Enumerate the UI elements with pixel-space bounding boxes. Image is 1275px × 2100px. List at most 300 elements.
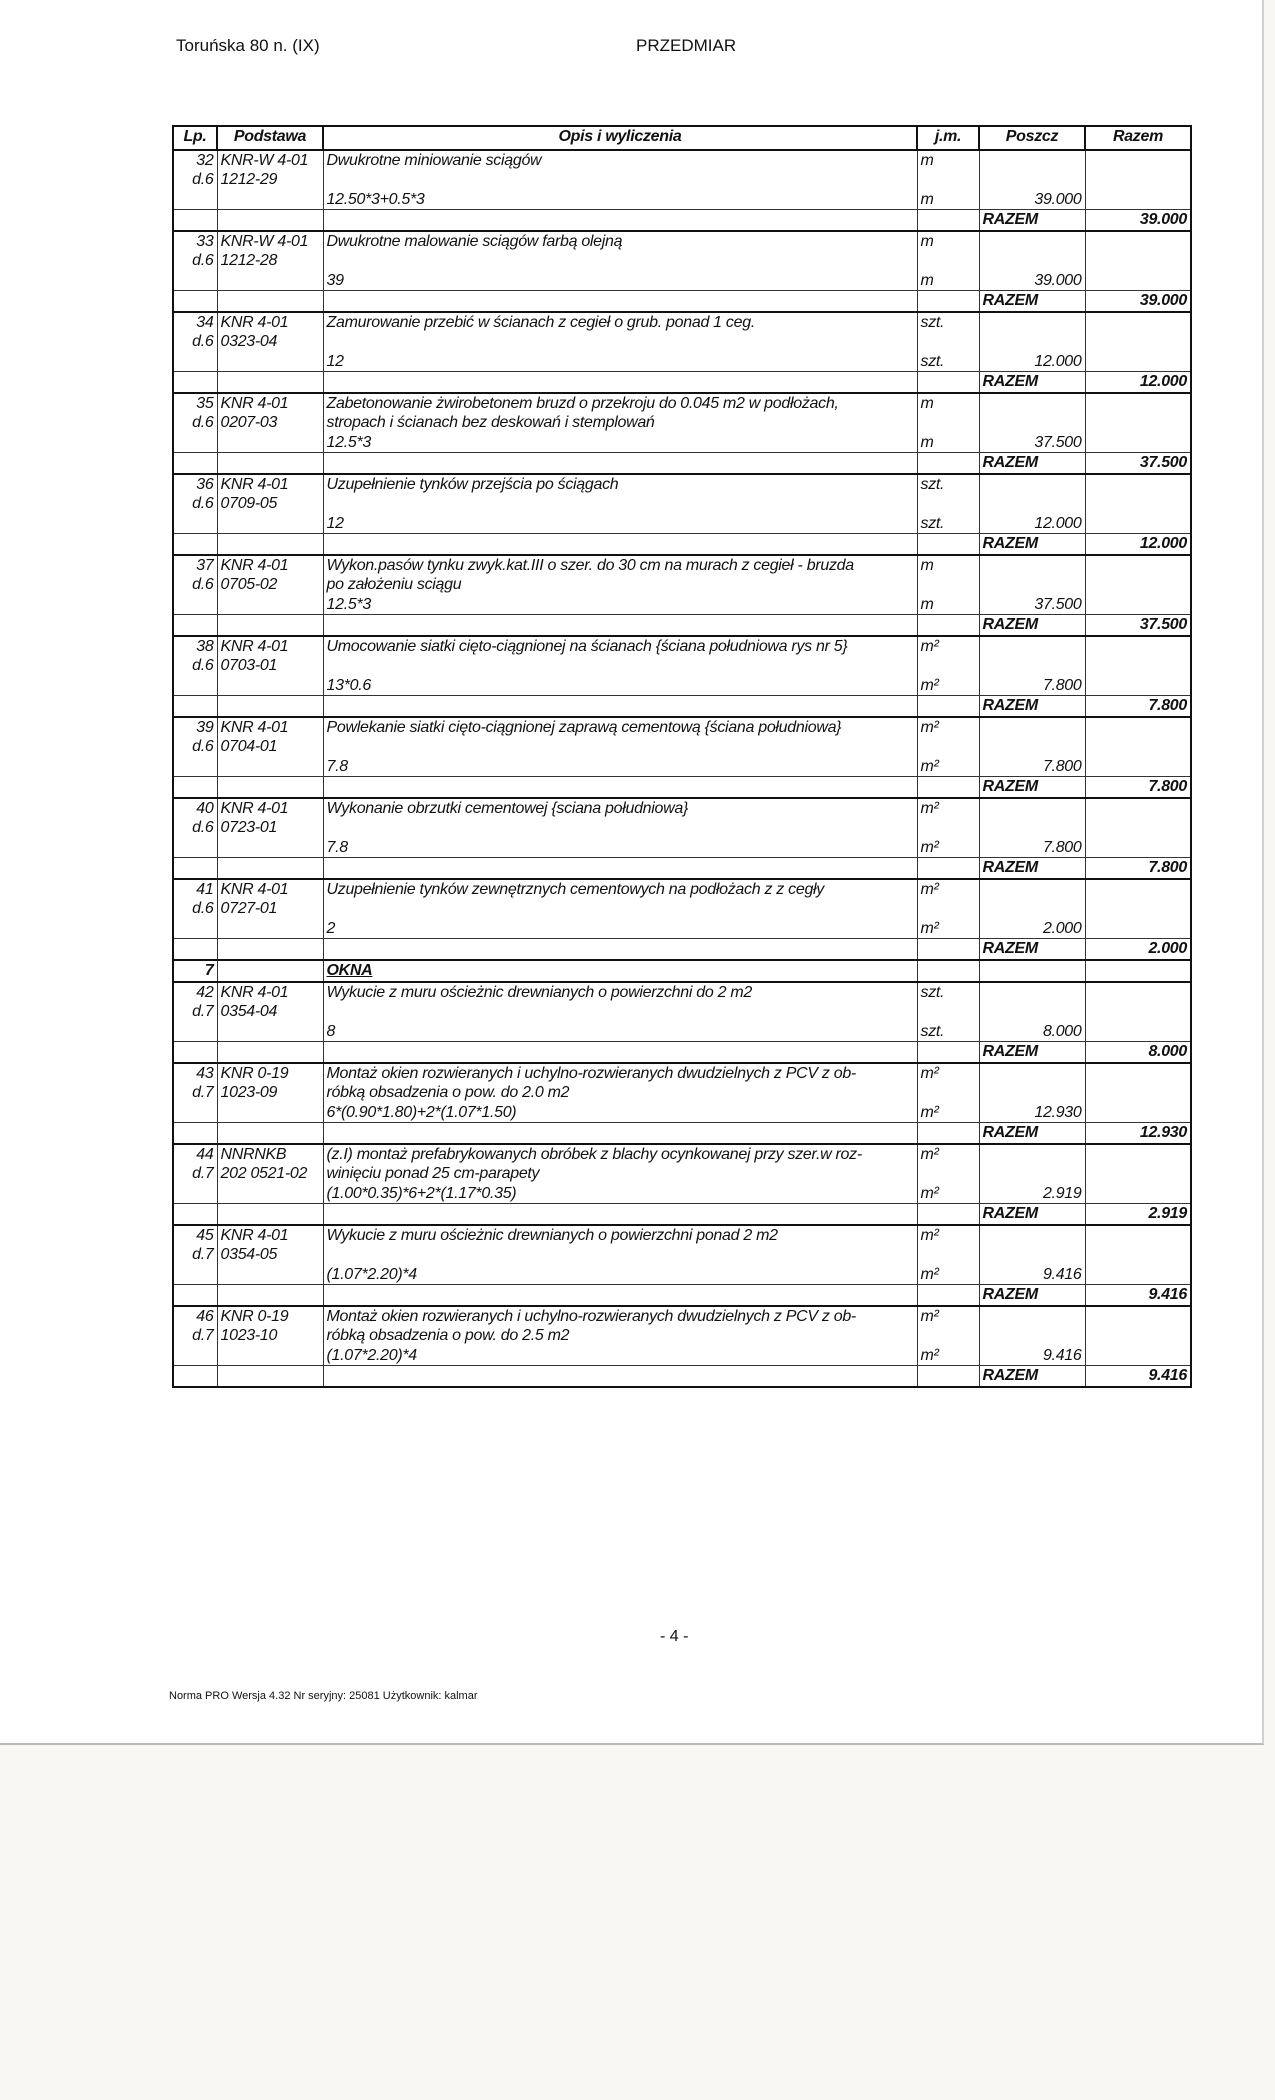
empty-cell [323,291,917,313]
sum-label: RAZEM [979,453,1085,475]
podstawa-catalog: KNR 4-01 [220,719,289,736]
podstawa-catalog: KNR 4-01 [220,800,289,817]
table-row [173,312,1191,372]
unit: m² [920,638,939,655]
page-number: - 4 - [660,1628,689,1645]
item-description: Umocowanie siatki cięto-ciągnionej na ścianach {ściana południowa rys nr 5} [326,638,848,655]
podstawa-cell [217,231,323,291]
empty-cell [217,453,323,475]
empty-cell [323,615,917,637]
unit: m² [920,719,939,736]
empty-cell [1085,717,1191,777]
item-description: Zamurowanie przebić w ścianach z cegieł o grub. ponad 1 ceg. [326,314,755,331]
podstawa-cell [217,555,323,615]
empty-cell [173,939,217,961]
sum-row [173,534,1191,556]
empty-cell [1085,879,1191,939]
lp-cell [173,393,217,453]
podstawa-cell [217,312,323,372]
partial-quantity: 2.000 [1042,920,1082,937]
empty-cell [173,615,217,637]
footer-software-info: Norma PRO Wersja 4.32 Nr seryjny: 25081 Użytkownik: kalmar [169,1690,478,1702]
jm-cell [917,474,979,534]
empty-cell [217,615,323,637]
empty-cell [1085,982,1191,1042]
empty-cell [917,1366,979,1388]
empty-cell [917,696,979,718]
empty-cell [323,777,917,799]
table-row [173,150,1191,210]
empty-cell [917,291,979,313]
item-description-cont: winięciu ponad 25 cm-parapety [326,1165,540,1182]
item-description: Powlekanie siatki cięto-ciągnionej zaprawą cementową {ściana południowa} [326,719,842,736]
unit: m² [920,1308,939,1325]
jm-cell [917,982,979,1042]
item-section: d.6 [192,819,214,836]
table-row [173,393,1191,453]
item-description: Zabetonowanie żwirobetonem bruzd o przekroju do 0.045 m2 w podłożach, [326,395,839,412]
empty-cell [323,858,917,880]
empty-cell [173,453,217,475]
item-calculation: 12 [326,515,344,532]
empty-cell [1085,1063,1191,1123]
empty-cell [173,291,217,313]
lp-cell [173,231,217,291]
jm-cell [917,555,979,615]
sum-value: 12.000 [1085,534,1191,556]
sum-label: RAZEM [979,1042,1085,1064]
sum-label: RAZEM [979,210,1085,232]
opis-cell [323,636,917,696]
podstawa-position: 1023-10 [220,1327,278,1344]
sum-value: 2.000 [1085,939,1191,961]
empty-cell [323,1123,917,1145]
table-header-row [173,126,1191,150]
sum-row [173,291,1191,313]
partial-quantity: 39.000 [1034,272,1082,289]
unit-calc: m² [920,1266,939,1283]
empty-cell [217,777,323,799]
opis-cell [323,1306,917,1366]
partial-quantity: 7.800 [1042,677,1082,694]
unit: m [920,233,934,250]
item-description-cont: róbką obsadzenia o pow. do 2.5 m2 [326,1327,570,1344]
podstawa-position: 0727-01 [220,900,278,917]
podstawa-catalog: KNR-W 4-01 [220,233,309,250]
sum-label: RAZEM [979,291,1085,313]
lp-cell [173,1306,217,1366]
poszcz-cell [979,1144,1085,1204]
col-header-opis: Opis i wyliczenia [323,126,917,150]
unit-calc: m² [920,1347,939,1364]
sum-value: 2.919 [1085,1204,1191,1226]
partial-quantity: 39.000 [1034,191,1082,208]
sum-row [173,939,1191,961]
lp-cell [173,1144,217,1204]
lp-cell [173,150,217,210]
section-name: OKNA [323,960,917,982]
unit-calc: m [920,272,934,289]
unit-calc: szt. [920,1023,945,1040]
podstawa-cell [217,474,323,534]
item-description: Uzupełnienie tynków zewnętrznych cementowych na podłożach z z cegły [326,881,825,898]
sum-value: 37.500 [1085,453,1191,475]
item-calculation: 8 [326,1023,336,1040]
poszcz-cell [979,879,1085,939]
podstawa-catalog: NNRNKB [220,1146,287,1163]
empty-cell [217,960,323,982]
section-row [173,960,1191,982]
empty-cell [1085,555,1191,615]
opis-cell [323,312,917,372]
item-number: 34 [196,314,214,331]
podstawa-position: 0723-01 [220,819,278,836]
podstawa-position: 0354-04 [220,1003,278,1020]
empty-cell [1085,150,1191,210]
jm-cell [917,312,979,372]
sum-row [173,615,1191,637]
unit-calc: szt. [920,515,945,532]
lp-cell [173,1063,217,1123]
podstawa-cell [217,150,323,210]
item-calculation: 12.5*3 [326,434,371,451]
unit: m [920,557,934,574]
item-description: Montaż okien rozwieranych i uchylno-rozwieranych dwudzielnych z PCV z ob- [326,1308,856,1325]
item-number: 42 [196,984,214,1001]
poszcz-cell [979,1306,1085,1366]
table-row [173,474,1191,534]
item-description: Montaż okien rozwieranych i uchylno-rozwieranych dwudzielnych z PCV z ob- [326,1065,856,1082]
item-section: d.6 [192,900,214,917]
sum-label: RAZEM [979,939,1085,961]
sum-row [173,1123,1191,1145]
podstawa-cell [217,717,323,777]
table-row [173,717,1191,777]
unit: szt. [920,314,945,331]
item-number: 41 [196,881,214,898]
item-section: d.7 [192,1084,214,1101]
empty-cell [217,291,323,313]
jm-cell [917,231,979,291]
sum-label: RAZEM [979,1366,1085,1388]
opis-cell [323,1063,917,1123]
col-header-lp: Lp. [173,126,217,150]
empty-cell [1085,231,1191,291]
partial-quantity: 37.500 [1034,596,1082,613]
item-number: 38 [196,638,214,655]
item-description: Wykucie z muru ościeżnic drewnianych o powierzchni do 2 m2 [326,984,752,1001]
col-header-razem: Razem [1085,126,1191,150]
unit: m² [920,1065,939,1082]
unit-calc: m [920,434,934,451]
opis-cell [323,393,917,453]
unit-calc: m² [920,1104,939,1121]
item-calculation: 12.5*3 [326,596,371,613]
empty-cell [917,372,979,394]
opis-cell [323,1225,917,1285]
empty-cell [173,1204,217,1226]
empty-cell [173,1123,217,1145]
empty-cell [323,210,917,232]
partial-quantity: 7.800 [1042,839,1082,856]
unit: m² [920,1146,939,1163]
item-calculation: 12.50*3+0.5*3 [326,191,425,208]
unit-calc: m [920,191,934,208]
empty-cell [173,534,217,556]
unit-calc: m [920,596,934,613]
empty-cell [1085,393,1191,453]
empty-cell [1085,636,1191,696]
unit: m [920,395,934,412]
item-section: d.6 [192,657,214,674]
podstawa-position: 202 0521-02 [220,1165,308,1182]
poszcz-cell [979,717,1085,777]
sum-label: RAZEM [979,777,1085,799]
header-project: Toruńska 80 n. (IX) [176,36,320,55]
item-number: 40 [196,800,214,817]
poszcz-cell [979,312,1085,372]
unit-calc: m² [920,677,939,694]
item-calculation: 39 [326,272,344,289]
podstawa-position: 0705-02 [220,576,278,593]
poszcz-cell [979,555,1085,615]
podstawa-position: 1212-29 [220,171,278,188]
unit-calc: szt. [920,353,945,370]
poszcz-cell [979,231,1085,291]
podstawa-position: 0354-05 [220,1246,278,1263]
sum-row [173,1204,1191,1226]
item-calculation: 6*(0.90*1.80)+2*(1.07*1.50) [326,1104,517,1121]
empty-cell [323,453,917,475]
table-row [173,1306,1191,1366]
empty-cell [217,696,323,718]
opis-cell [323,717,917,777]
sum-label: RAZEM [979,534,1085,556]
section-number: 7 [173,960,217,982]
partial-quantity: 12.000 [1034,515,1082,532]
item-section: d.6 [192,495,214,512]
podstawa-catalog: KNR 4-01 [220,984,289,1001]
opis-cell [323,879,917,939]
empty-cell [323,1042,917,1064]
podstawa-catalog: KNR 4-01 [220,314,289,331]
empty-cell [917,777,979,799]
empty-cell [323,1366,917,1388]
podstawa-cell [217,1306,323,1366]
lp-cell [173,982,217,1042]
empty-cell [217,534,323,556]
sum-row [173,1285,1191,1307]
sum-label: RAZEM [979,1285,1085,1307]
lp-cell [173,555,217,615]
empty-cell [1085,1306,1191,1366]
empty-cell [1085,1144,1191,1204]
podstawa-catalog: KNR 4-01 [220,395,289,412]
item-calculation: (1.07*2.20)*4 [326,1347,417,1364]
poszcz-cell [979,474,1085,534]
sum-value: 7.800 [1085,696,1191,718]
item-number: 32 [196,152,214,169]
podstawa-position: 1023-09 [220,1084,278,1101]
item-section: d.6 [192,171,214,188]
item-calculation: 13*0.6 [326,677,371,694]
empty-cell [917,615,979,637]
poszcz-cell [979,982,1085,1042]
przedmiar-table [172,125,1192,1388]
podstawa-cell [217,1225,323,1285]
partial-quantity: 9.416 [1042,1266,1082,1283]
item-number: 45 [196,1227,214,1244]
podstawa-position: 0207-03 [220,414,278,431]
opis-cell [323,231,917,291]
empty-cell [917,1204,979,1226]
sum-value: 9.416 [1085,1285,1191,1307]
empty-cell [217,372,323,394]
table-row [173,555,1191,615]
podstawa-position: 0709-05 [220,495,278,512]
empty-cell [917,858,979,880]
item-number: 33 [196,233,214,250]
empty-cell [217,1285,323,1307]
jm-cell [917,1225,979,1285]
podstawa-cell [217,798,323,858]
item-number: 37 [196,557,214,574]
opis-cell [323,798,917,858]
empty-cell [917,1285,979,1307]
podstawa-position: 1212-28 [220,252,278,269]
podstawa-catalog: KNR 4-01 [220,881,289,898]
item-section: d.7 [192,1327,214,1344]
podstawa-cell [217,1063,323,1123]
partial-quantity: 2.919 [1042,1185,1082,1202]
empty-cell [1085,798,1191,858]
podstawa-catalog: KNR 4-01 [220,557,289,574]
item-description: Uzupełnienie tynków przejścia po ściągach [326,476,619,493]
sum-row [173,1366,1191,1388]
empty-cell [217,1366,323,1388]
empty-cell [217,210,323,232]
sum-row [173,1042,1191,1064]
sum-label: RAZEM [979,1123,1085,1145]
empty-cell [323,696,917,718]
lp-cell [173,312,217,372]
podstawa-cell [217,636,323,696]
sum-label: RAZEM [979,615,1085,637]
item-section: d.6 [192,414,214,431]
item-number: 44 [196,1146,214,1163]
partial-quantity: 7.800 [1042,758,1082,775]
table-row [173,982,1191,1042]
partial-quantity: 12.930 [1034,1104,1082,1121]
empty-cell [979,960,1085,982]
item-section: d.7 [192,1246,214,1263]
empty-cell [217,939,323,961]
header-title: PRZEDMIAR [636,36,737,55]
opis-cell [323,474,917,534]
poszcz-cell [979,1225,1085,1285]
podstawa-catalog: KNR 0-19 [220,1308,289,1325]
poszcz-cell [979,1063,1085,1123]
sum-row [173,453,1191,475]
jm-cell [917,1063,979,1123]
table-row [173,636,1191,696]
empty-cell [1085,312,1191,372]
item-calculation: 7.8 [326,758,348,775]
item-number: 46 [196,1308,214,1325]
sum-row [173,210,1191,232]
poszcz-cell [979,636,1085,696]
partial-quantity: 9.416 [1042,1347,1082,1364]
item-description: Wykonanie obrzutki cementowej {sciana południowa} [326,800,689,817]
jm-cell [917,717,979,777]
jm-cell [917,879,979,939]
empty-cell [173,1042,217,1064]
podstawa-position: 0703-01 [220,657,278,674]
sum-value: 9.416 [1085,1366,1191,1388]
podstawa-position: 0704-01 [220,738,278,755]
podstawa-cell [217,393,323,453]
podstawa-catalog: KNR 4-01 [220,638,289,655]
unit: szt. [920,476,945,493]
unit: m² [920,1227,939,1244]
sum-value: 39.000 [1085,291,1191,313]
unit-calc: m² [920,920,939,937]
lp-cell [173,474,217,534]
sum-row [173,696,1191,718]
empty-cell [173,858,217,880]
partial-quantity: 8.000 [1042,1023,1082,1040]
empty-cell [917,960,979,982]
item-number: 39 [196,719,214,736]
item-number: 35 [196,395,214,412]
opis-cell [323,555,917,615]
sum-label: RAZEM [979,1204,1085,1226]
poszcz-cell [979,798,1085,858]
item-description: (z.I) montaż prefabrykowanych obróbek z blachy ocynkowanej przy szer.w roz- [326,1146,862,1163]
opis-cell [323,150,917,210]
empty-cell [917,1042,979,1064]
item-section: d.7 [192,1165,214,1182]
podstawa-position: 0323-04 [220,333,278,350]
jm-cell [917,393,979,453]
lp-cell [173,1225,217,1285]
unit: m² [920,881,939,898]
item-section: d.6 [192,333,214,350]
item-calculation: (1.07*2.20)*4 [326,1266,417,1283]
empty-cell [1085,960,1191,982]
podstawa-catalog: KNR 0-19 [220,1065,289,1082]
empty-cell [173,777,217,799]
sum-value: 12.930 [1085,1123,1191,1145]
jm-cell [917,150,979,210]
empty-cell [323,534,917,556]
empty-cell [323,1204,917,1226]
item-description: Dwukrotne malowanie sciągów farbą olejną [326,233,623,250]
empty-cell [1085,474,1191,534]
empty-cell [173,210,217,232]
unit: m [920,152,934,169]
sum-label: RAZEM [979,696,1085,718]
empty-cell [323,939,917,961]
item-calculation: 2 [326,920,336,937]
partial-quantity: 37.500 [1034,434,1082,451]
table-row [173,231,1191,291]
empty-cell [917,534,979,556]
podstawa-cell [217,1144,323,1204]
item-description: Wykon.pasów tynku zwyk.kat.III o szer. do 30 cm na murach z cegieł - bruzda [326,557,854,574]
jm-cell [917,798,979,858]
partial-quantity: 12.000 [1034,353,1082,370]
